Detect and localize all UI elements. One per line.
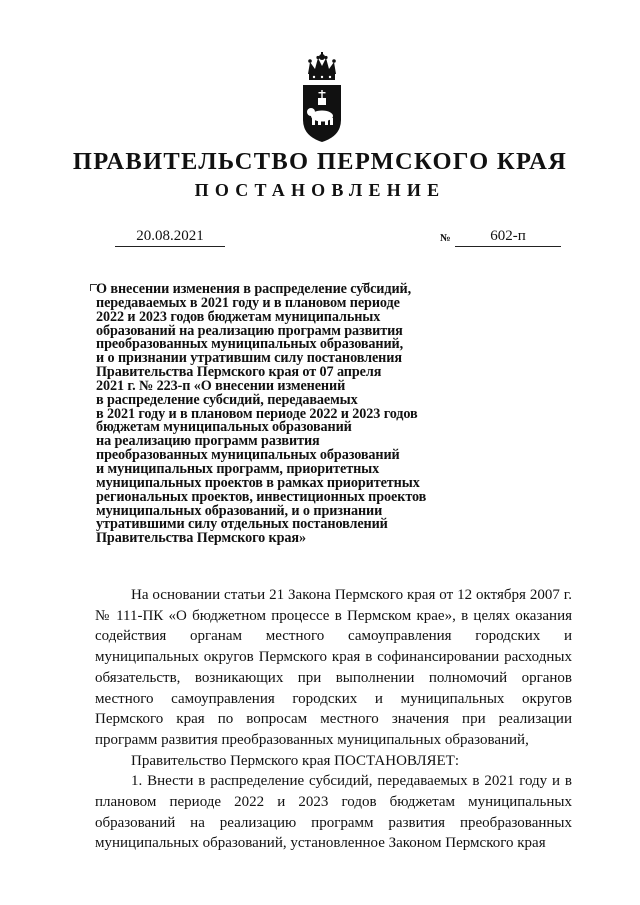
number-label: № xyxy=(440,233,451,244)
document-type-heading: ПОСТАНОВЛЕНИЕ xyxy=(194,180,446,200)
subject-line: муниципальных проектов в рамках приоритетных xyxy=(96,474,420,491)
body-paragraph-resolution: Правительство Пермского края ПОСТАНОВЛЯЕТ: xyxy=(131,752,460,769)
subject-line: передаваемых в 2021 году и в плановом периоде xyxy=(96,294,400,311)
subject-line: образований на реализацию программ развития xyxy=(96,322,403,339)
subject-line: Правительства Пермского края» xyxy=(96,530,306,547)
document-subject xyxy=(96,283,566,546)
subject-line: бюджетам муниципальных образований xyxy=(96,419,352,436)
body-paragraph-item-1: 1. Внести в распределение субсидий, передаваемых в 2021 году и в плановом периоде 2022 и 2023 годов бюджетам муниципальных образований на реализацию программ развития преобразованных муниципальных образований, установленное Законом Пермского края xyxy=(95,773,572,852)
subject-line: на реализацию программ развития xyxy=(96,433,320,450)
subject-line: в 2021 году и в плановом периоде 2022 и 2023 годов xyxy=(96,405,418,422)
document-date: 20.08.2021 xyxy=(115,227,225,247)
subject-line: 2022 и 2023 годов бюджетам муниципальных xyxy=(96,308,381,325)
subject-line: преобразованных муниципальных образований xyxy=(96,447,400,464)
subject-line: О внесении изменения в распределение субсидий, xyxy=(96,281,412,297)
government-title: ПРАВИТЕЛЬСТВО ПЕРМСКОГО КРАЯ xyxy=(72,148,568,175)
subject-line: преобразованных муниципальных образований, xyxy=(96,336,404,353)
subject-line: и о признании утратившим силу постановления xyxy=(96,350,402,367)
subject-line: 2021 г. № 223-п «О внесении изменений xyxy=(96,377,346,394)
document-number: 602-п xyxy=(455,227,561,247)
body-paragraph-basis: На основании статьи 21 Закона Пермского края от 12 октября 2007 г. № 111-ПК «О бюджетном процессе в Пермском крае», в целях оказания содействия органам местного самоуправления городских и муниципальных округов Пермского края в софинансировании расходных обязательств, возникающих при выполнении полномочий органов местного самоуправления городских и муниципальных округов Пермского края по вопросам местного значения при реализации программ развития преобразованных муниципальных образований, xyxy=(95,587,572,748)
subject-line: Правительства Пермского края от 07 апреля xyxy=(96,364,382,381)
subject-line: региональных проектов, инвестиционных проектов xyxy=(96,488,427,505)
subject-line: муниципальных образований, и о признании xyxy=(96,502,383,519)
subject-line: в распределение субсидий, передаваемых xyxy=(96,391,358,408)
subject-line: утратившими силу отдельных постановлений xyxy=(96,516,388,533)
document-body xyxy=(95,585,572,854)
subject-line: и муниципальных программ, приоритетных xyxy=(96,460,380,477)
coat-of-arms-emblem xyxy=(296,52,348,144)
